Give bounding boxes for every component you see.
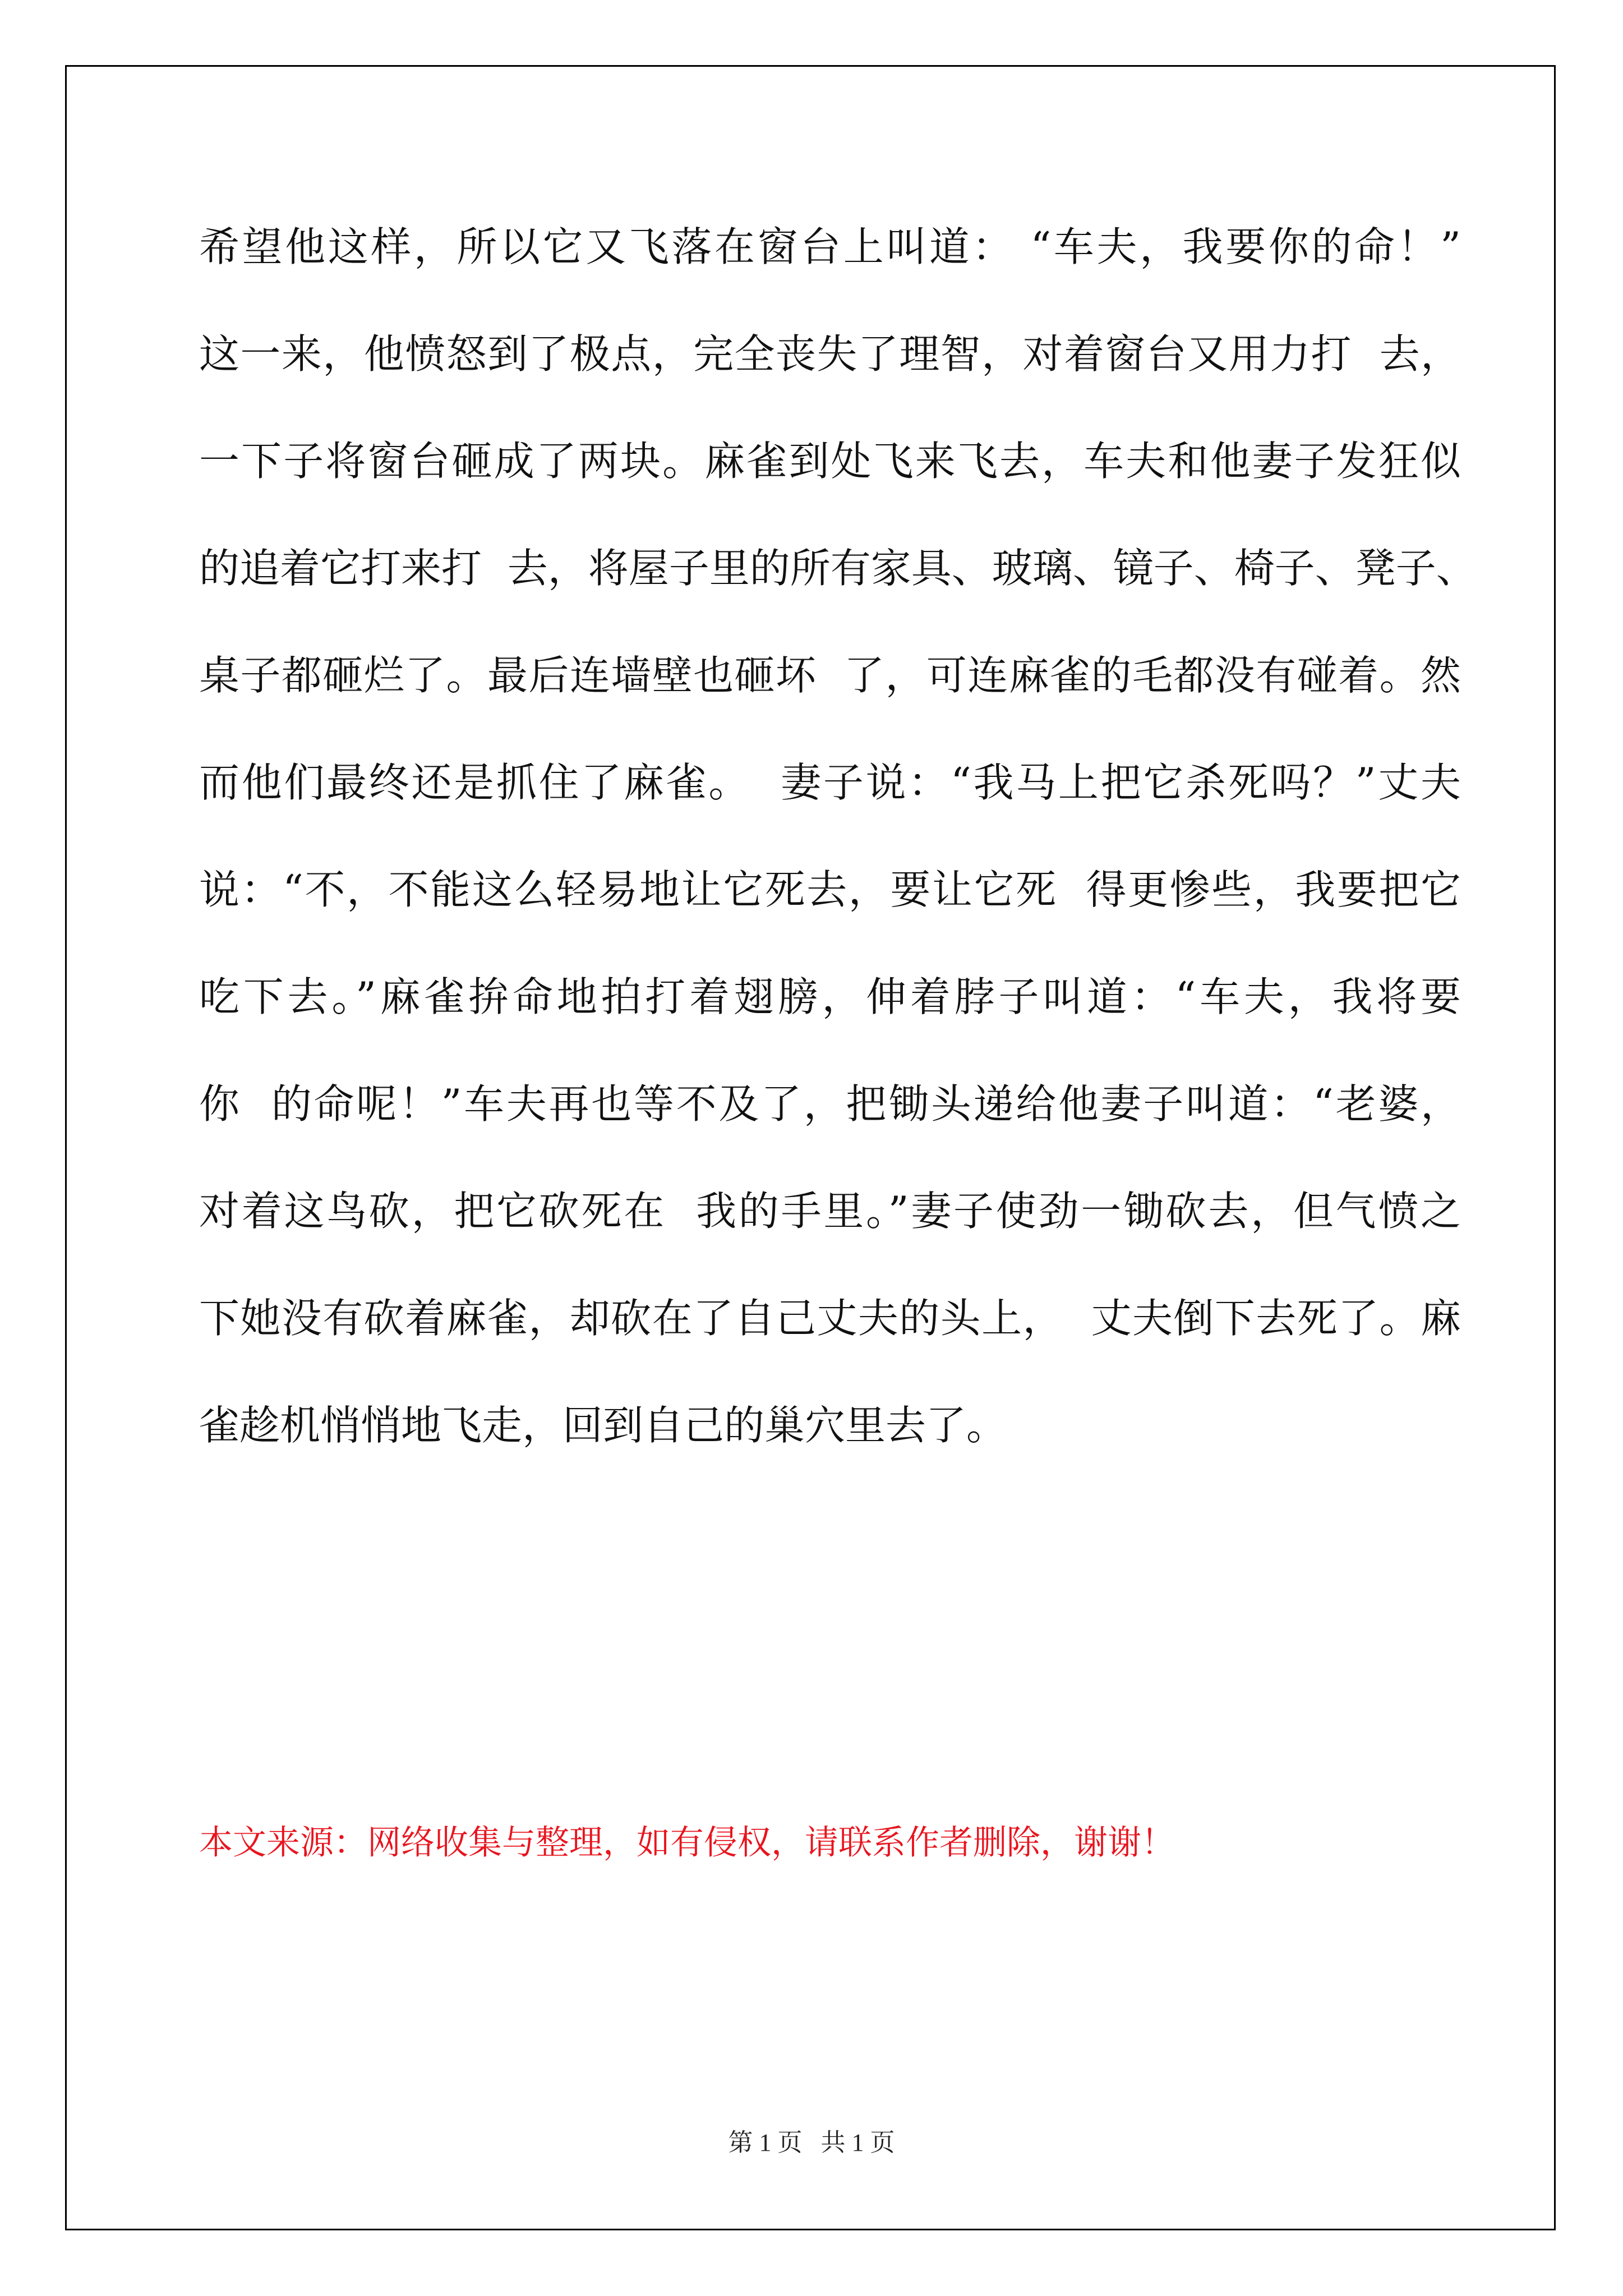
text-line: 说：“不，不能这么轻易地让它死去，要让它死 得更惨些，我要把它 [199,866,1461,913]
text-line: 对着这鸟砍，把它砍死在 我的手里。”妻子使劲一锄砍去，但气愤之 [199,1188,1461,1235]
body-text [199,213,1477,1499]
text-line: 吃下去。”麻雀拚命地拍打着翅膀，伸着脖子叫道：“车夫，我将要 [199,973,1461,1020]
source-note: 本文来源：网络收集与整理，如有侵权，请联系作者删除，谢谢！ [199,1823,1175,1862]
text-line: 桌子都砸烂了。最后连墙壁也砸坏 了，可连麻雀的毛都没有碰着。然 [199,652,1461,699]
page-footer: 第 1 页 共 1 页 [728,2129,895,2156]
text-line: 一下子将窗台砸成了两块。麻雀到处飞来飞去，车夫和他妻子发狂似 [199,438,1461,485]
text-line: 你 的命呢！”车夫再也等不及了，把锄头递给他妻子叫道：“老婆， [199,1080,1461,1128]
text-line: 的追着它打来打 去，将屋子里的所有家具、玻璃、镜子、椅子、凳子、 [199,545,1477,592]
text-line: 而他们最终还是抓住了麻雀。 妻子说：“我马上把它杀死吗？”丈夫 [199,759,1461,806]
text-line: 这一来，他愤怒到了极点，完全丧失了理智，对着窗台又用力打 去， [199,330,1461,378]
text-line: 下她没有砍着麻雀，却砍在了自己丈夫的头上， 丈夫倒下去死了。麻 [199,1295,1461,1342]
text-line: 希望他这样，所以它又飞落在窗台上叫道： “车夫，我要你的命！” [199,223,1461,270]
text-line: 雀趁机悄悄地飞走，回到自己的巢穴里去了。 [199,1402,1007,1449]
